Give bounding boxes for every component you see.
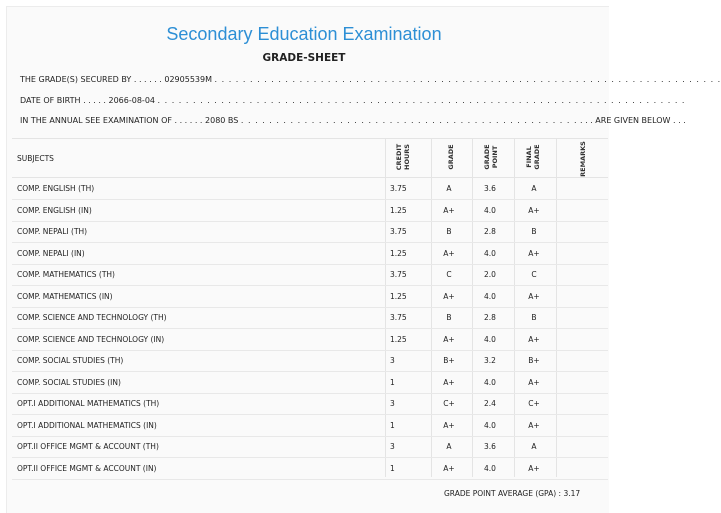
final-grade-cell: A+	[528, 463, 540, 473]
dot-leader: . . . . . . . . . . . . . . . . . . . . . . . . . . . . . . . . . . . . . . . . . . . . . . . .	[240, 116, 578, 125]
table-row	[12, 200, 608, 222]
grade-point-cell: 4.0	[484, 463, 496, 473]
grade-table	[12, 138, 608, 477]
grade-point-cell: 4.0	[484, 291, 496, 301]
table-row	[12, 243, 608, 265]
final-grade-cell: A	[531, 442, 537, 451]
credit-hours-cell: 1.25	[390, 334, 407, 344]
grade-point-cell: 4.0	[484, 334, 496, 344]
exam-title: Secondary Education Examination	[166, 24, 442, 44]
subject-cell: COMP. SCIENCE AND TECHNOLOGY (TH)	[17, 313, 167, 322]
grade-sheet-heading: GRADE-SHEET	[262, 52, 346, 64]
subject-cell: COMP. MATHEMATICS (TH)	[17, 270, 115, 279]
grade-point-cell: 2.8	[484, 227, 496, 236]
exam-line	[20, 116, 686, 128]
grade-point-cell: 4.0	[484, 205, 496, 215]
exam-label: IN THE ANNUAL SEE EXAMINATION OF . . . . . .	[20, 116, 203, 125]
table-row	[12, 415, 608, 437]
grade-cell: A+	[443, 334, 455, 344]
table-row	[12, 178, 608, 200]
grade-cell: A	[446, 184, 452, 193]
dob-label: DATE OF BIRTH . . . . .	[20, 96, 106, 105]
dob-value: 2066-08-04	[108, 96, 155, 105]
table-row	[12, 393, 608, 415]
credit-hours-cell: 3	[390, 356, 395, 365]
grade-cell: C+	[443, 399, 455, 408]
subject-cell: OPT.I ADDITIONAL MATHEMATICS (TH)	[17, 399, 160, 408]
table-header	[12, 139, 608, 178]
exam-year: 2080 BS	[205, 116, 239, 125]
dot-leader: . . . . . . . . . . . . . . . . . . . . . . . . . . . . . . . . . . . . . . . . . . . . . . . . . . . . . . . . . . . . . . . . . . . . . . . .	[214, 75, 721, 84]
grade-point-cell: 4.0	[484, 420, 496, 430]
credit-hours-cell: 3.75	[390, 270, 407, 279]
secured-by-label: THE GRADE(S) SECURED BY . . . . . .	[20, 75, 162, 84]
gpa-line	[444, 489, 580, 498]
grade-cell: A+	[443, 420, 455, 430]
grade-cell: A	[446, 442, 452, 451]
grade-header: GRADE	[447, 144, 455, 170]
subjects-header: SUBJECTS	[17, 154, 54, 163]
credit-hours-cell: 1	[390, 420, 395, 430]
credit-hours-cell: 3	[390, 442, 395, 451]
final-grade-cell: B	[531, 313, 537, 322]
final-grade-cell: A+	[528, 334, 540, 344]
final-grade-cell: A+	[528, 205, 540, 215]
credit-hours-cell: 3.75	[390, 184, 407, 193]
table-row	[12, 307, 608, 329]
subject-cell: COMP. NEPALI (TH)	[17, 227, 88, 236]
credit-hours-cell: 1.25	[390, 205, 407, 215]
grade-cell: B+	[443, 356, 455, 365]
grade-cell: C	[446, 270, 452, 279]
table-row	[12, 436, 608, 458]
subject-cell: COMP. MATHEMATICS (IN)	[17, 291, 113, 301]
credit-hours-cell: 1	[390, 377, 395, 387]
credit-hours-cell: 1	[390, 463, 395, 473]
subject-cell: COMP. SOCIAL STUDIES (TH)	[17, 356, 124, 365]
credit-hours-header: CREDIT HOURS	[395, 143, 411, 171]
grade-cell: A+	[443, 377, 455, 387]
grade-cell: B	[446, 313, 452, 322]
table-row	[12, 372, 608, 394]
subject-cell: OPT.II OFFICE MGMT & ACCOUNT (IN)	[17, 463, 157, 473]
final-grade-cell: A	[531, 184, 537, 193]
grade-point-cell: 3.6	[484, 184, 496, 193]
table-row	[12, 458, 608, 480]
table-row	[12, 350, 608, 372]
subject-cell: COMP. SCIENCE AND TECHNOLOGY (IN)	[17, 334, 165, 344]
grade-point-cell: 3.2	[484, 356, 496, 365]
credit-hours-cell: 3.75	[390, 227, 407, 236]
subject-cell: COMP. SOCIAL STUDIES (IN)	[17, 377, 121, 387]
grade-point-cell: 3.6	[484, 442, 496, 451]
credit-hours-cell: 1.25	[390, 291, 407, 301]
subject-cell: COMP. NEPALI (IN)	[17, 248, 85, 258]
final-grade-cell: B	[531, 227, 537, 236]
given-below-label: . . . ARE GIVEN BELOW . . .	[580, 116, 686, 125]
grade-point-cell: 4.0	[484, 248, 496, 258]
final-grade-cell: A+	[528, 377, 540, 387]
gpa-value: 3.17	[563, 489, 581, 498]
table-row	[12, 221, 608, 243]
grade-cell: A+	[443, 205, 455, 215]
table-row	[12, 329, 608, 351]
final-grade-cell: C	[531, 270, 537, 279]
subject-cell: COMP. ENGLISH (IN)	[17, 205, 92, 215]
grade-cell: A+	[443, 291, 455, 301]
final-grade-cell: A+	[528, 420, 540, 430]
gpa-label: GRADE POINT AVERAGE (GPA) :	[444, 489, 562, 498]
subject-cell: OPT.II OFFICE MGMT & ACCOUNT (TH)	[17, 442, 159, 451]
subject-cell: OPT.I ADDITIONAL MATHEMATICS (IN)	[17, 420, 157, 430]
symbol-number: 02905539M	[164, 75, 212, 84]
grade-point-cell: 4.0	[484, 377, 496, 387]
final-grade-cell: A+	[528, 291, 540, 301]
grade-point-cell: 2.4	[484, 399, 496, 408]
table-row	[12, 264, 608, 286]
grade-point-cell: 2.0	[484, 270, 496, 279]
subject-cell: COMP. ENGLISH (TH)	[17, 184, 95, 193]
secured-by-line	[20, 75, 721, 87]
grade-point-header: GRADE POINT	[483, 144, 499, 170]
grade-cell: A+	[443, 463, 455, 473]
final-grade-cell: B+	[528, 356, 540, 365]
table-row	[12, 286, 608, 308]
credit-hours-cell: 3	[390, 399, 395, 408]
credit-hours-cell: 3.75	[390, 313, 407, 322]
grade-cell: B	[446, 227, 452, 236]
final-grade-header: FINAL GRADE	[525, 144, 541, 170]
dot-leader: . . . . . . . . . . . . . . . . . . . . . . . . . . . . . . . . . . . . . . . . . . . . . . . . . . . . . . . . . . . . . . . . . . . . . . . . . . .	[157, 96, 686, 105]
credit-hours-cell: 1.25	[390, 248, 407, 258]
final-grade-cell: C+	[528, 399, 540, 408]
final-grade-cell: A+	[528, 248, 540, 258]
grade-point-cell: 2.8	[484, 313, 496, 322]
grade-cell: A+	[443, 248, 455, 258]
dob-line	[20, 96, 686, 108]
remarks-header: REMARKS	[579, 141, 587, 177]
